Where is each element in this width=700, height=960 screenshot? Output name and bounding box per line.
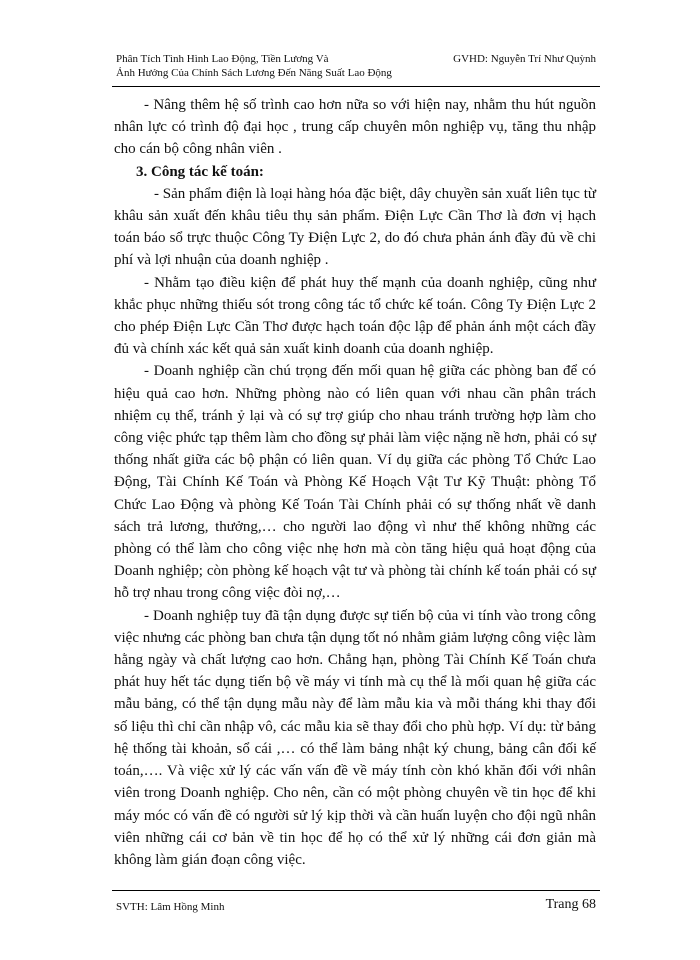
paragraph: - Doanh nghiệp cần chú trọng đến mối quan hệ giữa các phòng ban để có hiệu quả cao hơn. Những phòng nào có liên quan với nhau cần phân trách nhiệm cụ thể, tránh ỷ lại và có sự trợ giúp cho nhau tránh trường hợp làm cho công việc phức tạp thêm làm cho đồng sự phải làm việc nặng nề hơn, phải có sự thống nhất giữa các bộ phận có liên quan. Ví dụ giữa các phòng Tổ Chức Lao Động, Tài Chính Kế Toán và Phòng Kế Hoạch Vật Tư Kỹ Thuật: phòng Tổ Chức Lao Động và phòng Kế Toán Tài Chính phải có sự thống nhất về danh sách trả lương, thưởng,… cho người lao động vì như thế không những các phòng có thể làm cho công việc nhẹ hơn mà còn tăng hiệu quả hoạt động của Doanh nghiệp; còn phòng kế hoạch vật tư và phòng tài chính kế toán phải có sự hỗ trợ nhau trong công việc đòi nợ,… [114,363,596,602]
document-title-line-2: Ảnh Hưởng Của Chính Sách Lương Đến Năng Suất Lao Động [116,67,392,79]
document-title-line-1: Phân Tích Tình Hình Lao Động, Tiền Lương Và [116,53,329,65]
page-header [116,52,596,88]
paragraph: - Nâng thêm hệ số trình cao hơn nữa so với hiện nay, nhằm thu hút nguồn nhân lực có trình độ đại học , trung cấp chuyên môn nghiệp vụ, tăng thu nhập cho cán bộ công nhân viên . [114,97,596,158]
student-name: SVTH: Lâm Hồng Minh [116,901,225,913]
page-footer [116,897,596,917]
page-number: Trang 68 [545,897,596,912]
paragraph: - Doanh nghiệp tuy đã tận dụng được sự tiến bộ của vi tính vào trong công việc nhưng các phòng ban chưa tận dụng tốt nó nhằm giảm lượng công việc làm hằng ngày và chất lượng cao hơn. Chẳng hạn, phòng Tài Chính Kế Toán chưa phát huy hết tác dụng tiến bộ về máy vi tính mà cụ thể là mối quan hệ giữa các mẫu bảng, có thể tận dụng mẫu này để làm mẫu kia và mỗi tháng khi thay đổi số liệu thì chỉ cần nhập vô, các mẫu kia sẽ thay đổi cho phù hợp. Ví dụ: từ bảng hệ thống tài khoản, sổ cái ,… có thể làm bảng nhật ký chung, bảng cân đối kế toán,…. Và việc xử lý các vấn vấn đề về máy tính còn khó khăn đối với nhân viên trong Doanh nghiệp. Cho nên, cần có một phòng chuyên về tin học để khi máy móc có vấn đề có người sử lý kịp thời và cần huấn luyện cho đội ngũ nhân viên những cái cơ bản về tin học để họ có thể xử lý những cái đơn giản mà không làm gián đoạn công việc. [114,607,596,868]
section-heading: 3. Công tác kế toán: [136,163,264,180]
document-title [116,52,416,80]
paragraph: - Sản phẩm điện là loại hàng hóa đặc biệt, dây chuyền sản xuất liên tục từ khâu sản xuất đến khâu tiêu thụ sản phẩm. Điện Lực Cần Thơ là đơn vị hạch toán báo sổ trực thuộc Công Ty Điện Lực 2, do đó chưa phản ánh đầy đủ về chi phí và lợi nhuận của doanh nghiệp . [114,185,596,269]
footer-divider [112,890,600,891]
header-divider [112,86,600,87]
page-body [114,94,596,871]
advisor-name: GVHD: Nguyễn Trí Như Quỳnh [453,53,596,65]
paragraph: - Nhằm tạo điều kiện để phát huy thế mạnh của doanh nghiệp, cũng như khắc phục những thiếu sót trong công tác tổ chức kế toán. Công Ty Điện Lực 2 cho phép Điện Lực Cần Thơ được hạch toán độc lập để phản ánh một cách đầy đủ và chính xác kết quả sản xuất kinh doanh của doanh nghiệp. [114,274,596,358]
